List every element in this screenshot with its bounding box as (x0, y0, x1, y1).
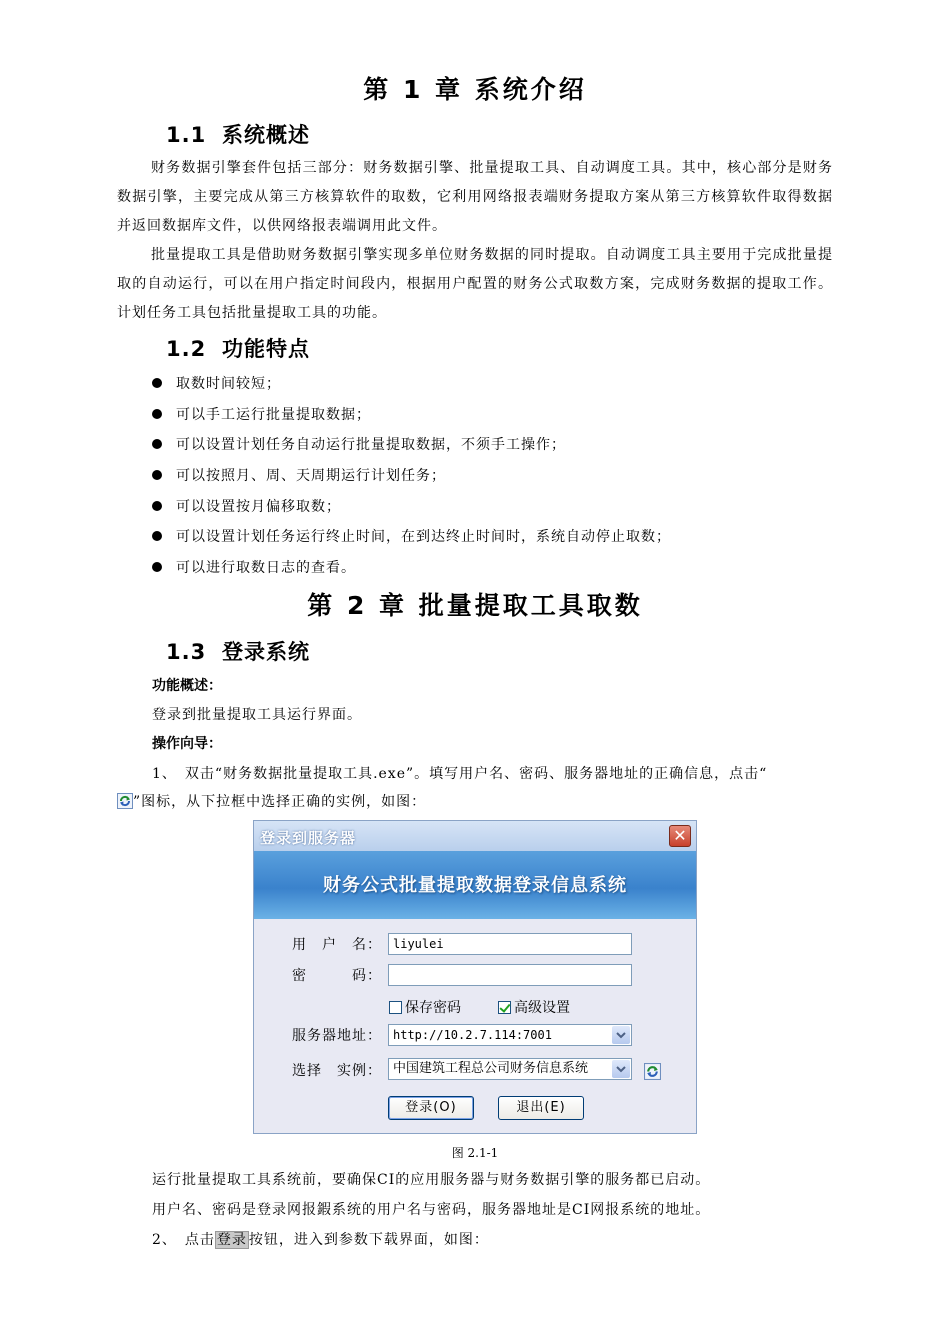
section-1-2-heading (166, 333, 310, 363)
instance-label: 选择 实例： (292, 1063, 382, 1079)
server-address-value: http://10.2.7.114:7001 (393, 1028, 552, 1042)
list-item-text: 可以设置按月偏移取数； (176, 498, 341, 515)
section-number: 1.1 (166, 123, 207, 147)
note-1-text: 运行批量提取工具系统前，要确保CI的应用服务器与财务数据引擎的服务都已启动。 (152, 1172, 711, 1188)
dialog-banner (254, 851, 696, 919)
bullet-icon (152, 531, 162, 541)
refresh-icon[interactable] (644, 1063, 661, 1080)
login-button[interactable]: 登录(O) (388, 1096, 474, 1120)
checkbox-label: 高级设置 (514, 1000, 570, 1016)
section-title: 登录系统 (222, 640, 310, 664)
note-2-text: 用户名、密码是登录网报鍜系统的用户名与密码，服务器地址是CI网报系统的地址。 (152, 1202, 711, 1218)
login-dialog (253, 820, 697, 1134)
bullet-icon (152, 378, 162, 388)
password-input[interactable] (388, 964, 632, 986)
bullet-icon (152, 501, 162, 511)
step-1-text: 1、 双击“财务数据批量提取工具.exe”。填写用户名、密码、服务器地址的正确信息，点击“ (152, 766, 768, 782)
section-title: 系统概述 (222, 123, 310, 147)
operation-guide-label: 操作向导： (152, 736, 222, 752)
instance-value: 中国建筑工程总公司财务信息系统 (393, 1061, 589, 1076)
checkmark-icon (498, 1001, 511, 1014)
section-title: 功能特点 (222, 337, 310, 361)
chapter-2-heading: 第 2 章 批量提取工具取数 (307, 591, 643, 620)
bullet-icon (152, 562, 162, 572)
section-number: 1.2 (166, 337, 207, 361)
bullet-icon (152, 439, 162, 449)
server-address-label: 服务器地址： (292, 1028, 382, 1044)
dialog-titlebar[interactable] (254, 821, 696, 851)
list-item (152, 368, 671, 399)
list-item (152, 429, 671, 460)
banner-title: 财务公式批量提取数据登录信息系统 (323, 875, 627, 896)
step-2-text (152, 1230, 489, 1250)
function-overview-label: 功能概述： (152, 678, 222, 694)
section-number: 1.3 (166, 640, 207, 664)
chevron-down-icon[interactable] (612, 1060, 630, 1078)
step-1-text-cont (117, 792, 426, 812)
overview-paragraph-2: 批量提取工具是借助财务数据引擎实现多单位财务数据的同时提取。自动调度工具主要用于完成批量提取的自动运行，可以在用户指定时间段内，根据用户配置的财务公式取数方案，完成财务数据的提取工作。计划任务工具包括批量提取工具的功能。 (117, 247, 833, 321)
login-button-reference: 登录 (216, 1232, 247, 1248)
list-item (152, 399, 671, 430)
server-address-select[interactable] (388, 1024, 632, 1046)
chapter-1-heading: 第 1 章 系统介绍 (363, 75, 587, 104)
feature-list (152, 368, 671, 582)
list-item (152, 521, 671, 552)
dialog-title: 登录到服务器 (260, 829, 357, 847)
overview-paragraph-1: 财务数据引擎套件包括三部分：财务数据引擎、批量提取工具、自动调度工具。其中，核心部分是财务数据引擎，主要完成从第三方核算软件的取数，它利用网络报表端财务提取方案从第三方核算软件取得数据并返回数据库文件，以供网络报表端调用此文件。 (117, 160, 833, 234)
list-item (152, 490, 671, 521)
section-1-1-heading (166, 119, 310, 149)
username-label: 用 户 名： (292, 937, 382, 953)
list-item-text: 可以按照月、周、天周期运行计划任务； (176, 468, 446, 485)
password-label: 密 码： (292, 968, 382, 984)
step-2-text-head: 2、 点击 (152, 1232, 215, 1248)
list-item-text: 可以手工运行批量提取数据； (176, 406, 371, 423)
list-item-text: 取数时间较短； (176, 376, 281, 393)
exit-button[interactable]: 退出(E) (498, 1096, 584, 1120)
chevron-down-icon[interactable] (612, 1026, 630, 1044)
list-item (152, 460, 671, 491)
list-item-text: 可以设置计划任务自动运行批量提取数据，不须手工操作； (176, 437, 566, 454)
username-input[interactable]: liyulei (388, 933, 632, 955)
function-overview-text: 登录到批量提取工具运行界面。 (152, 707, 362, 723)
section-1-3-heading (166, 636, 310, 666)
bullet-icon (152, 470, 162, 480)
advanced-settings-checkbox[interactable] (498, 997, 570, 1017)
bullet-icon (152, 409, 162, 419)
save-password-checkbox[interactable] (389, 997, 461, 1017)
checkbox-label: 保存密码 (405, 1000, 461, 1016)
list-item-text: 可以进行取数日志的查看。 (176, 559, 356, 576)
list-item (152, 552, 671, 583)
checkbox-icon (389, 1001, 402, 1014)
step-2-text-tail: 按钮，进入到参数下载界面，如图： (248, 1232, 489, 1248)
close-icon[interactable]: ✕ (669, 825, 691, 847)
refresh-icon (117, 793, 133, 809)
list-item-text: 可以设置计划任务运行终止时间，在到达终止时间时，系统自动停止取数； (176, 529, 671, 546)
step-1-text-tail: ”图标，从下拉框中选择正确的实例，如图： (133, 794, 427, 810)
figure-caption: 图 2.1-1 (451, 1146, 499, 1160)
instance-select[interactable] (388, 1058, 632, 1080)
